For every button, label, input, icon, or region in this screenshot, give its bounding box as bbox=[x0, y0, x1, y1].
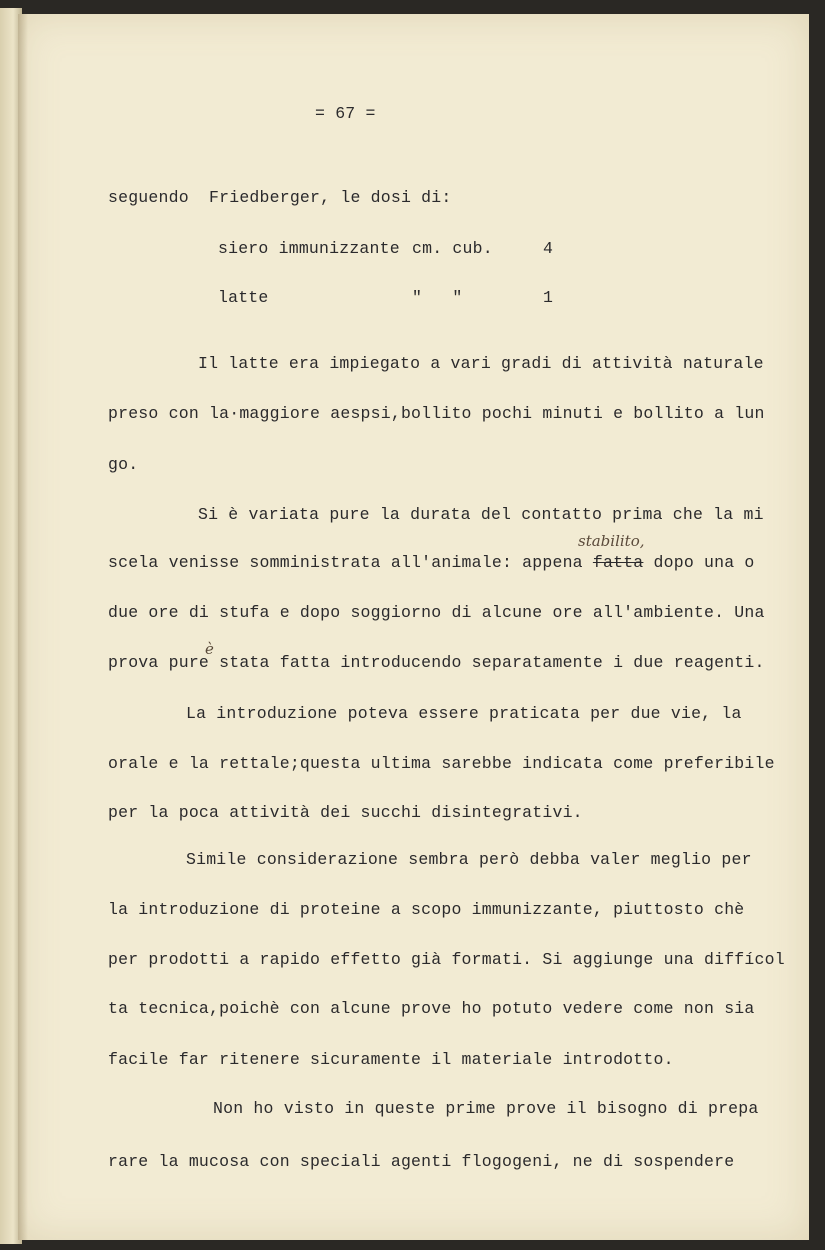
text-line: per la poca attività dei succhi disintegrativi. bbox=[108, 803, 583, 822]
dose-unit: cm. cub. bbox=[412, 239, 493, 258]
text-line: la introduzione di proteine a scopo immunizzante, piuttosto chè bbox=[108, 900, 745, 919]
text-line: scela venisse somministrata all'animale: appena fatta dopo una o bbox=[108, 553, 755, 572]
page-number: = 67 = bbox=[315, 104, 376, 123]
handwritten-insert: è bbox=[205, 640, 214, 658]
text-line: Il latte era impiegato a vari gradi di attività naturale bbox=[198, 354, 764, 373]
dose-amount: 4 bbox=[543, 239, 554, 258]
dose-item: siero immunizzante bbox=[218, 239, 400, 258]
dose-item: latte bbox=[218, 288, 269, 307]
struck-word: fatta bbox=[592, 553, 644, 572]
text-line: Si è variata pure la durata del contatto prima che la mi bbox=[198, 505, 764, 524]
text-line: due ore di stufa e dopo soggiorno di alcune ore all'ambiente. Una bbox=[108, 603, 765, 622]
intro-line: seguendo Friedberger, le dosi di: bbox=[108, 188, 452, 207]
text-line: Simile considerazione sembra però debba valer meglio per bbox=[186, 850, 752, 869]
text-line: prova pure stata fatta introducendo separatamente i due reagenti. bbox=[108, 653, 765, 672]
text-line: orale e la rettale;questa ultima sarebbe indicata come preferibile bbox=[108, 754, 775, 773]
text-line: Non ho visto in queste prime prove il bisogno di prepa bbox=[213, 1099, 759, 1118]
dose-unit: " " bbox=[412, 288, 463, 307]
text-line: facile far ritenere sicuramente il materiale introdotto. bbox=[108, 1050, 674, 1069]
text-line: per prodotti a rapido effetto già formati. Si aggiunge una diffícol bbox=[108, 950, 785, 969]
text-line: ta tecnica,poichè con alcune prove ho potuto vedere come non sia bbox=[108, 999, 755, 1018]
text-line: go. bbox=[108, 455, 139, 474]
page-gutter-shadow bbox=[18, 14, 28, 1240]
dose-amount: 1 bbox=[543, 288, 554, 307]
text-line: preso con la·maggiore aespsi,bollito pochi minuti e bollito a lun bbox=[108, 404, 765, 423]
text-line: rare la mucosa con speciali agenti flogogeni, ne di sospendere bbox=[108, 1152, 735, 1171]
handwritten-correction: stabilito, bbox=[578, 532, 645, 550]
text-line: La introduzione poteva essere praticata per due vie, la bbox=[186, 704, 742, 723]
